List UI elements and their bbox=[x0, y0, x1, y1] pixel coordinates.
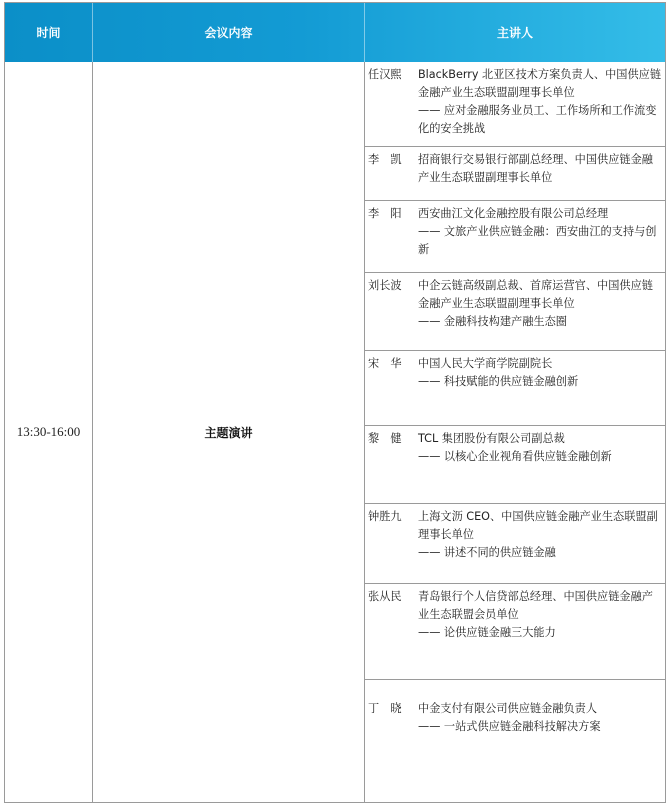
speaker-row bbox=[365, 425, 665, 503]
speaker-detail bbox=[418, 205, 662, 272]
speaker-name: 张从民 bbox=[368, 590, 402, 603]
speaker-name: 刘长波 bbox=[368, 279, 402, 292]
header-speaker: 主讲人 bbox=[496, 26, 533, 40]
speaker-role: 中国人民大学商学院副院长 bbox=[418, 357, 553, 370]
session-content: 主题演讲 bbox=[93, 62, 365, 802]
speaker-row bbox=[365, 583, 665, 679]
speaker-detail bbox=[418, 700, 662, 802]
speaker-name: 李 凯 bbox=[368, 153, 402, 166]
speaker-topic: —— 金融科技构建产融生态圈 bbox=[418, 315, 567, 328]
speaker-row bbox=[365, 62, 665, 146]
speaker-role: 中企云链高级副总裁、首席运营官、中国供应链金融产业生态联盟副理事长单位 bbox=[418, 279, 653, 310]
speaker-row bbox=[365, 200, 665, 272]
header-content: 会议内容 bbox=[93, 3, 365, 62]
speaker-topic: —— 科技赋能的供应链金融创新 bbox=[418, 375, 579, 388]
speaker-name: 任汉熙 bbox=[368, 68, 402, 81]
speaker-role: TCL 集团股份有限公司副总裁 bbox=[418, 432, 565, 445]
speaker-row bbox=[365, 146, 665, 200]
speaker-detail bbox=[418, 151, 662, 200]
speaker-detail bbox=[418, 355, 662, 425]
speaker-topic: —— 应对金融服务业员工、工作场所和工作流变化的安全挑战 bbox=[418, 104, 657, 135]
speaker-topic: —— 论供应链金融三大能力 bbox=[418, 626, 556, 639]
speaker-row bbox=[365, 350, 665, 425]
speaker-role: 青岛银行个人信贷部总经理、中国供应链金融产业生态联盟会员单位 bbox=[418, 590, 653, 621]
speaker-detail bbox=[418, 508, 662, 583]
speaker-name: 黎 健 bbox=[368, 432, 402, 445]
speaker-topic: —— 以核心企业视角看供应链金融创新 bbox=[418, 450, 612, 463]
session-time: 13:30-16:00 bbox=[5, 62, 93, 802]
speaker-row bbox=[365, 503, 665, 583]
speaker-list bbox=[365, 62, 665, 802]
speaker-name: 钟胜九 bbox=[368, 510, 402, 523]
speaker-role: 中金支付有限公司供应链金融负责人 bbox=[418, 702, 598, 715]
table-header bbox=[5, 3, 665, 62]
speaker-row bbox=[365, 272, 665, 350]
speaker-role: 招商银行交易银行部副总经理、中国供应链金融产业生态联盟副理事长单位 bbox=[418, 153, 653, 184]
speaker-topic: —— 文旅产业供应链金融：西安曲江的支持与创新 bbox=[418, 225, 657, 256]
speaker-detail bbox=[418, 588, 662, 679]
speaker-topic: —— 讲述不同的供应链金融 bbox=[418, 546, 556, 559]
speaker-role: 西安曲江文化金融控股有限公司总经理 bbox=[418, 207, 609, 220]
speaker-topic: —— 一站式供应链金融科技解决方案 bbox=[418, 720, 601, 733]
speaker-role: 上海文沥 CEO、中国供应链金融产业生态联盟副理事长单位 bbox=[418, 510, 658, 541]
speaker-name: 丁 晓 bbox=[368, 702, 402, 715]
header-time: 时间 bbox=[5, 3, 93, 62]
speaker-detail bbox=[418, 277, 662, 350]
speaker-role: BlackBerry 北亚区技术方案负责人、中国供应链金融产业生态联盟副理事长单位 bbox=[418, 68, 662, 99]
speaker-detail bbox=[418, 66, 662, 146]
speaker-name: 宋 华 bbox=[368, 357, 402, 370]
speaker-row bbox=[365, 679, 665, 802]
speaker-detail bbox=[418, 430, 662, 503]
speaker-name: 李 阳 bbox=[368, 207, 402, 220]
agenda-table bbox=[4, 2, 666, 803]
